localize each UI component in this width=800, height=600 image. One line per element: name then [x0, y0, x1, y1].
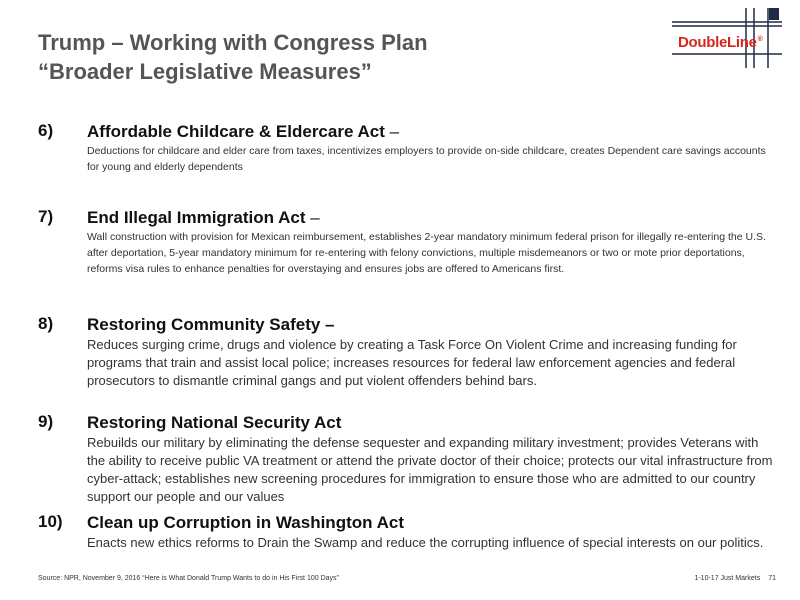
item-number: 8)	[38, 314, 54, 333]
item-description: Wall construction with provision for Mexican reimbursement, establishes 2-year mandatory minimum federal prison for illegally re-entering the U.S. after deportation, 5-year mandatory minimum for re-entering with felony convictions, multiple misdemeanors or two or mote prior deportations, reforms visa rules to enhance penalties for overstaying and ensures jobs are offered to Americans first.	[87, 231, 766, 275]
item-description: Rebuilds our military by eliminating the defense sequester and expanding military investment; provides Veterans with the ability to receive public VA treatment or attend the private doctor of their choice; protects our vital infrastructure from cyber-attack; establishes new screening procedures for immigration to ensure those who are admitted to our country support our people and our values	[87, 435, 773, 504]
footer-source: Source: NPR, November 9, 2016 “Here is What Donald Trump Wants to do in His First 100 Days”	[38, 575, 339, 582]
slide-title	[38, 28, 428, 86]
item-heading: End Illegal Immigration Act –	[87, 208, 320, 227]
item-heading: Restoring National Security Act	[87, 413, 342, 432]
title-line-2: “Broader Legislative Measures”	[38, 59, 372, 84]
logo-wordmark: DoubleLine®	[678, 34, 763, 51]
item-number: 10)	[38, 512, 63, 531]
item-number: 6)	[38, 121, 54, 140]
list-item-8	[38, 314, 778, 412]
footer-label: 1-10-17 Just Markets	[694, 575, 761, 582]
list-item-6	[38, 121, 778, 207]
page-number: 71	[768, 575, 776, 582]
legislative-list	[38, 121, 778, 552]
item-description: Enacts new ethics reforms to Drain the Swamp and reduce the corrupting influence of special interests on our politics.	[87, 535, 764, 550]
footer-page-info	[686, 575, 776, 582]
item-description: Deductions for childcare and elder care from taxes, incentivizes employers to provide on-side childcare, creates Dependent care savings accounts for young and elderly dependents	[87, 145, 766, 173]
item-number: 7)	[38, 207, 54, 226]
item-description: Reduces surging crime, drugs and violence by creating a Task Force On Violent Crime and increasing funding for programs that train and assist local police; increases resources for federal law enforcement agencies and federal prosecutors to dismantle criminal gangs and put violent offenders behind bars.	[87, 337, 737, 388]
doubleline-logo	[668, 6, 786, 70]
item-heading: Clean up Corruption in Washington Act	[87, 513, 404, 532]
list-item-9	[38, 412, 778, 512]
item-heading: Restoring Community Safety –	[87, 315, 335, 334]
title-line-1: Trump – Working with Congress Plan	[38, 30, 428, 55]
item-heading: Affordable Childcare & Eldercare Act –	[87, 122, 400, 141]
list-item-7	[38, 207, 778, 314]
list-item-10	[38, 512, 778, 552]
item-number: 9)	[38, 412, 54, 431]
